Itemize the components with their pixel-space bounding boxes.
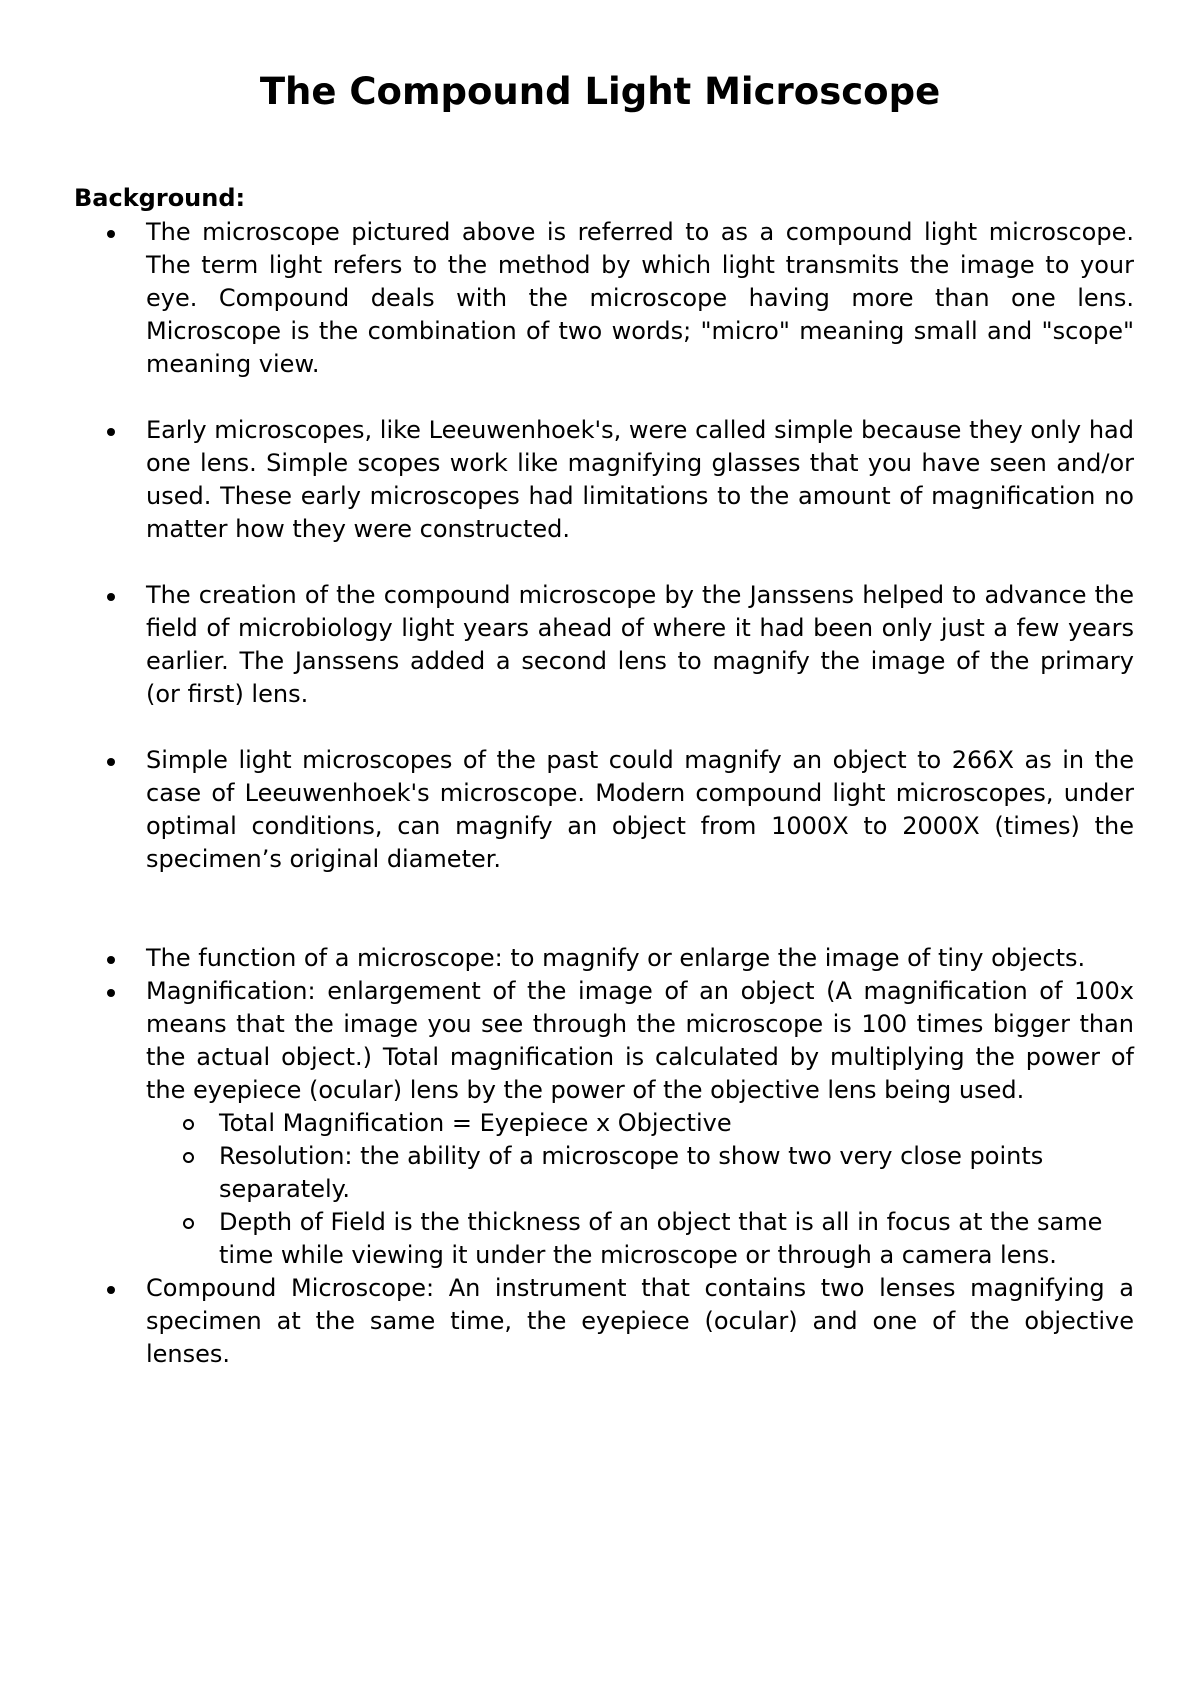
bullet-text: The microscope pictured above is referred to as a compound light microscope. The term light refers to the method by which light transmits the image to your eye. Compound deals with the microscope having more than one lens. Microscope is the combination of two words; "micro" meaning small and "scope" meaning view. <box>146 218 1134 378</box>
bullet-dot-icon <box>107 758 115 766</box>
bullet-item <box>0 942 1200 975</box>
sub-bullet-item <box>219 1107 1134 1140</box>
bullet-item <box>0 1272 1200 1371</box>
bullet-dot-icon <box>107 593 115 601</box>
bullet-text: The function of a microscope: to magnify or enlarge the image of tiny objects. <box>146 944 1086 972</box>
background-bullet-list <box>0 216 1200 1371</box>
sub-bullet-list <box>146 1107 1134 1272</box>
bullet-dot-icon <box>107 428 115 436</box>
bullet-item <box>0 216 1200 381</box>
hollow-circle-bullet-icon <box>183 1152 194 1163</box>
sub-bullet-text: Resolution: the ability of a microscope to show two very close points separately. <box>219 1142 1044 1203</box>
bullet-item <box>0 414 1200 546</box>
bullet-dot-icon <box>107 1286 115 1294</box>
bullet-dot-icon <box>107 956 115 964</box>
section-heading-background: Background: <box>74 184 246 212</box>
sub-bullet-item <box>219 1206 1134 1272</box>
document-title: The Compound Light Microscope <box>259 70 941 113</box>
bullet-item <box>0 744 1200 876</box>
hollow-circle-bullet-icon <box>183 1218 194 1229</box>
hollow-circle-bullet-icon <box>183 1119 194 1130</box>
bullet-dot-icon <box>107 989 115 997</box>
bullet-text: The creation of the compound microscope by the Janssens helped to advance the field of microbiology light years ahead of where it had been only just a few years earlier. The Janssens added a second lens to magnify the image of the primary (or first) lens. <box>146 581 1134 708</box>
bullet-text: Compound Microscope: An instrument that contains two lenses magnifying a specimen at the same time, the eyepiece (ocular) and one of the objective lenses. <box>146 1274 1134 1368</box>
sub-bullet-text: Depth of Field is the thickness of an object that is all in focus at the same time while viewing it under the microscope or through a camera lens. <box>219 1208 1103 1269</box>
bullet-dot-icon <box>107 230 115 238</box>
bullet-item <box>0 975 1200 1272</box>
sub-bullet-text: Total Magnification = Eyepiece x Objective <box>219 1109 732 1137</box>
bullet-text: Magnification: enlargement of the image of an object (A magnification of 100x means that the image you see through the microscope is 100 times bigger than the actual object.) Total magnification is calculated by multiplying the power of the eyepiece (ocular) lens by the power of the objective lens being used. <box>146 977 1134 1104</box>
bullet-item <box>0 579 1200 711</box>
bullet-text: Simple light microscopes of the past could magnify an object to 266X as in the case of Leeuwenhoek's microscope. Modern compound light microscopes, under optimal conditions, can magnify an object from 1000X to 2000X (times) the specimen’s original diameter. <box>146 746 1134 873</box>
sub-bullet-item <box>219 1140 1134 1206</box>
bullet-text: Early microscopes, like Leeuwenhoek's, were called simple because they only had one lens. Simple scopes work like magnifying glasses that you have seen and/or used. These early microscopes had limitations to the amount of magnification no matter how they were constructed. <box>146 416 1134 543</box>
